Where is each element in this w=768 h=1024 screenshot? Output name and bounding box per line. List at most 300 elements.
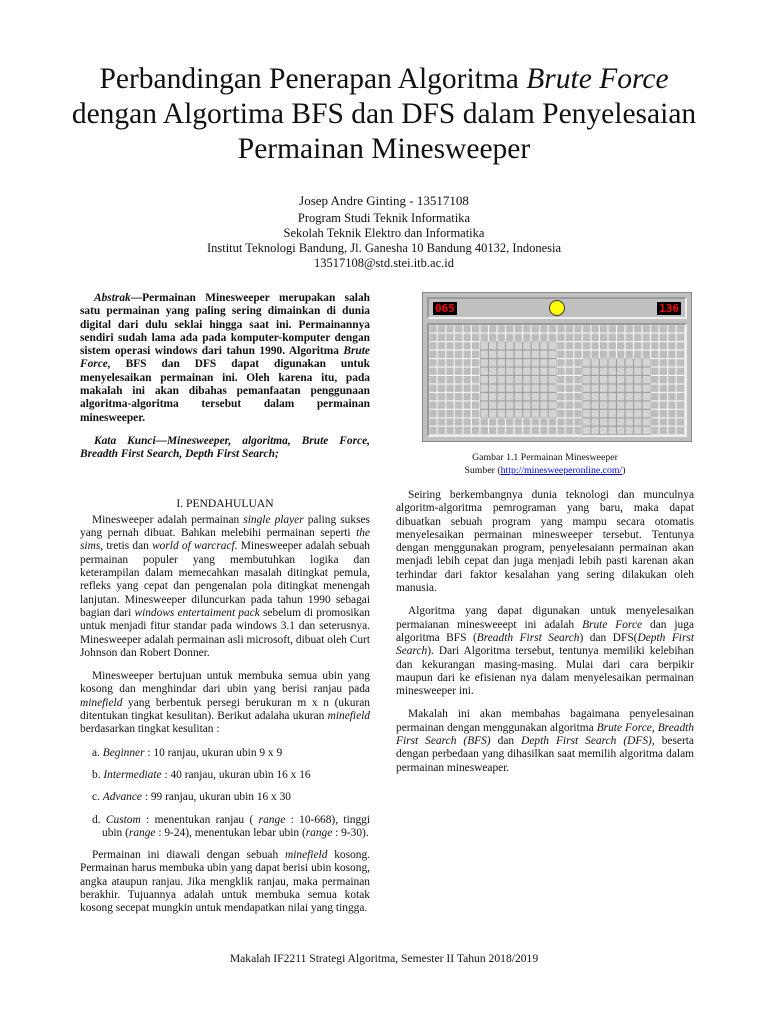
minefield-cell [497,393,505,401]
minefield-cell [548,410,556,418]
minefield-cell [463,325,471,333]
caption-title: Gambar 1.1 Permainan Minesweeper [472,452,618,463]
minefield-cell [676,401,684,409]
minefield-cell [642,376,650,384]
minefield-cell [540,359,548,367]
minefield-cell [583,333,591,341]
minefield-cell [455,401,463,409]
minefield-cell [548,367,556,375]
minefield-cell [472,333,480,341]
minefield-cell [668,342,676,350]
minefield-cell [583,325,591,333]
minefield-cell [489,393,497,401]
minefield-cell [514,401,522,409]
author-block [60,193,708,271]
minefield-cell [463,384,471,392]
minefield-cell [608,367,616,375]
minefield-cell [480,401,488,409]
minefield-cell [548,333,556,341]
minefield-cell [617,342,625,350]
minefield-cell [617,418,625,426]
minefield-cell [651,359,659,367]
minefield-cell [617,376,625,384]
minefield-cell [668,325,676,333]
page-footer: Makalah IF2211 Strategi Algoritma, Semester II Tahun 2018/2019 [229,952,539,965]
minefield-cell [506,393,514,401]
minefield-cell [531,350,539,358]
minefield-cell [548,342,556,350]
minefield-cell [634,376,642,384]
minefield-cell [583,376,591,384]
minefield-cell [642,333,650,341]
minefield-cell [455,418,463,426]
minefield-cell [548,325,556,333]
minefield-cell [463,418,471,426]
minefield-cell [531,384,539,392]
minefield-cell [583,350,591,358]
minefield-cell [523,325,531,333]
minefield-cell [557,342,565,350]
minefield-cell [634,367,642,375]
minefield-cell [625,350,633,358]
paragraph: Seiring berkembangnya dunia teknologi dan munculnya algoritm-algoritma pemrograman yang baru, maka dapat dibuatkan sebuah program yang mampu secara otomatis menyelesaikan permainan minesweeper tersebut. Tentunya dengan menggunakan program, penyelesaiann permainan akan menjadi lebih cepat dan juga menjadi lebih pasti karenan akan terhindar dari faktor kesalahan yang sering dilakukan oleh manusia. [396,489,694,595]
minefield-cell [617,325,625,333]
minefield-cell [497,410,505,418]
minefield-cell [506,325,514,333]
minefield-cell [548,350,556,358]
minefield-cell [497,325,505,333]
minefield-cell [446,401,454,409]
minefield-cell [438,410,446,418]
minefield-cell [676,325,684,333]
minefield-cell [625,410,633,418]
minefield-cell [540,333,548,341]
minefield-cell [668,401,676,409]
minefield-cell [591,410,599,418]
minefield-cell [489,333,497,341]
minefield-cell [617,427,625,435]
minefield-cell [642,350,650,358]
minefield-cell [480,427,488,435]
minefield-cell [548,393,556,401]
minefield-cell [506,367,514,375]
minefield-cell [625,342,633,350]
minefield-cell [540,427,548,435]
minefield-cell [651,333,659,341]
minefield-cell [523,427,531,435]
minefield-cell [591,384,599,392]
minefield-cell [583,359,591,367]
minefield-cell [497,367,505,375]
minefield-cell [591,367,599,375]
minefield-cell [540,376,548,384]
minefield-cell [548,376,556,384]
minefield-cell [463,427,471,435]
minefield-cell [523,367,531,375]
minefield-cell [566,427,574,435]
minefield-cell [446,427,454,435]
list-item: d. Custom : menentukan ranjau ( range : 10-668), tinggi ubin (range : 9-24), menentukan lebar ubin (range : 9-30). [92,813,371,839]
minefield-cell [472,393,480,401]
minefield-cell [651,384,659,392]
minefield-cell [531,325,539,333]
minefield-cell [455,410,463,418]
minefield-cell [659,367,667,375]
minefield-cell [668,410,676,418]
list-item: a. Beginner : 10 ranjau, ukuran ubin 9 x 9 [92,746,283,759]
minefield-cell [429,342,437,350]
minefield-cell [480,418,488,426]
minefield-cell [548,401,556,409]
smiley-face-icon [549,300,565,316]
minefield-cell [472,342,480,350]
minefield-cell [651,350,659,358]
minefield-cell [531,410,539,418]
minefield-cell [472,401,480,409]
minefield-cell [446,376,454,384]
minefield-cell [497,333,505,341]
minefield-cell [523,342,531,350]
minefield-cell [591,427,599,435]
minefield-cell [566,410,574,418]
minefield-cell [514,410,522,418]
minefield-cell [446,342,454,350]
minefield-cell [642,401,650,409]
minefield-cell [506,410,514,418]
minefield-cell [651,401,659,409]
minefield-cell [548,427,556,435]
minefield-cell [489,427,497,435]
minefield-cell [583,342,591,350]
paragraph: Minesweeper adalah permainan single player paling sukses yang pernah dibuat. Bahkan melebihi permainan seperti the sims, tretis dan world of warcracf. Minesweeper adalah sebuah permainan populer yang membutuhkan logika dan keterampilan dalam memecahkan masalah ditingkat pemula, refleks yang cepat dan pengenalan pola ditingkat menengah lanjutan. Minesweeper diluncurkan pada tahun 1990 sebagai bagian dari windows entertaiment pack sebelum di promosikan untuk menjadi fitur standar pada windows 3.1 dan seterusnya. Minesweeper adalah permainan asli microsoft, dibuat oleh Curt Johnson dan Robert Donner. [80,513,370,659]
minefield-cell [634,418,642,426]
minefield-cell [480,384,488,392]
left-column [80,292,370,926]
minefield-cell [634,359,642,367]
minefield-cell [574,401,582,409]
minefield-cell [557,393,565,401]
source-link[interactable]: http://minesweeperonline.com/ [500,465,623,476]
minefield-cell [608,427,616,435]
minefield-cell [608,401,616,409]
minefield-cell [438,342,446,350]
minefield-cell [651,427,659,435]
minefield-cell [668,350,676,358]
minefield-cell [617,367,625,375]
minefield-cell [583,367,591,375]
figure-caption [396,451,694,477]
minefield-cell [676,393,684,401]
minefield-cell [540,350,548,358]
minefield-cell [659,376,667,384]
minefield-cell [600,384,608,392]
minefield-cell [472,376,480,384]
minefield-cell [634,350,642,358]
minefield-cell [497,427,505,435]
minefield-cell [489,376,497,384]
minefield-cell [540,401,548,409]
minefield-cell [668,393,676,401]
minefield-cells [429,325,685,435]
minefield-cell [446,410,454,418]
minefield-cell [429,401,437,409]
minefield-cell [506,427,514,435]
minefield-cell [574,342,582,350]
minefield-cell [429,333,437,341]
minefield-cell [489,342,497,350]
minefield-cell [600,427,608,435]
minefield-cell [438,325,446,333]
minefield-cell [514,342,522,350]
minefield-cell [608,350,616,358]
minefield-cell [668,367,676,375]
minefield-cell [676,384,684,392]
minefield-cell [480,325,488,333]
minefield-cell [497,418,505,426]
minefield-cell [634,384,642,392]
minefield-cell [446,325,454,333]
minefield-cell [600,410,608,418]
minefield-cell [651,325,659,333]
minefield-cell [557,376,565,384]
minefield-cell [480,367,488,375]
minefield-cell [438,393,446,401]
minefield-cell [574,418,582,426]
minefield-cell [514,384,522,392]
minefield-cell [480,350,488,358]
minefield-cell [472,410,480,418]
author-name: Josep Andre Ginting - 13517108 [299,193,469,208]
minefield-cell [438,367,446,375]
minefield-cell [531,333,539,341]
abstract: Abstrak—Permainan Minesweeper merupakan salah satu permainan yang paling sering dimainkan di dunia digital dari dulu seklai hingga saat ini. Permainannya sendiri sudah lama ada pada komputer-komputer dengan sistem operasi windows dari tahun 1990. Algoritma Brute Force, BFS dan DFS dapat digunakan untuk menyelesaikan permainan ini. Oleh karena itu, pada makalah ini akan dibahas pemanfaatan penggunaan algoritma-algoritma tersebut dalam permainan minesweeper. [80,292,370,424]
affiliation-3: Institut Teknologi Bandung, Jl. Ganesha 10 Bandung 40132, Indonesia [206,241,562,255]
minefield-cell [540,367,548,375]
minefield-cell [642,325,650,333]
minefield-cell [463,410,471,418]
minefield-cell [472,427,480,435]
minefield-cell [557,367,565,375]
minefield-cell [531,393,539,401]
minefield-cell [514,325,522,333]
minefield-cell [463,367,471,375]
minefield-cell [480,342,488,350]
section-heading-pendahuluan: I. PENDAHULUAN [176,496,274,510]
minefield-cell [608,342,616,350]
paragraph: Makalah ini akan membahas bagaimana penyelesainan permainan dengan menggunakan algoritma Brute Force, Breadth First Search (BFS) dan Depth First Search (DFS), beserta dengan perbedaan yang dihasilkan saat memilih algoritma dalam permainan minesweaper. [396,708,694,774]
minefield-cell [514,427,522,435]
minefield-cell [659,384,667,392]
list-item: c. Advance : 99 ranjau, ukuran ubin 16 x 30 [92,791,291,804]
minefield-cell [489,325,497,333]
minefield-cell [489,367,497,375]
minefield-cell [659,401,667,409]
minefield-cell [557,350,565,358]
minefield-cell [625,376,633,384]
minefield-cell [463,342,471,350]
minefield-cell [548,384,556,392]
minefield-cell [583,401,591,409]
minefield-cell [455,333,463,341]
minefield-cell [574,393,582,401]
minefield-cell [429,410,437,418]
minefield-cell [566,359,574,367]
minefield-cell [472,367,480,375]
minefield-cell [429,325,437,333]
minefield-cell [557,325,565,333]
minefield-cell [566,325,574,333]
minefield-cell [625,359,633,367]
minefield-cell [455,367,463,375]
minefield-cell [608,393,616,401]
minefield-cell [540,418,548,426]
minefield-cell [591,342,599,350]
minefield-cell [659,359,667,367]
minefield-cell [651,367,659,375]
minefield-cell [574,427,582,435]
minefield-cell [617,350,625,358]
paragraph: Minesweeper bertujuan untuk membuka semua ubin yang kosong dan menghindar dari ubin yang berisi ranjau pada minefield yang berbentuk persegi berukuran m x n (ukuran ditentukan tingkat kesulitan). Berikut adalaha ukuran minefield berdasarkan tingkat kesulitan : [80,670,370,736]
minefield-cell [591,376,599,384]
minefield-cell [506,359,514,367]
minefield-cell [514,367,522,375]
minefield-cell [506,333,514,341]
right-column [396,292,694,785]
minefield-cell [523,410,531,418]
minefield-cell [497,401,505,409]
minefield-cell [506,350,514,358]
minefield-cell [642,410,650,418]
minefield-cell [497,342,505,350]
minefield-cell [523,418,531,426]
minefield-cell [446,333,454,341]
minefield-cell [446,350,454,358]
minefield-cell [676,427,684,435]
minefield-cell [531,401,539,409]
minefield-cell [608,333,616,341]
minefield-cell [497,376,505,384]
minefield-cell [625,393,633,401]
minefield-cell [642,418,650,426]
minefield-cell [591,333,599,341]
minefield-cell [574,367,582,375]
minefield-cell [625,367,633,375]
minefield-cell [557,333,565,341]
minefield-cell [429,393,437,401]
minefield-cell [566,393,574,401]
minesweeper-header [427,297,687,319]
title-line2: dengan Algortima BFS dan DFS dalam Penyelesaian [71,98,697,130]
minefield-cell [574,376,582,384]
minefield-cell [608,325,616,333]
minefield-cell [625,333,633,341]
minefield-cell [659,325,667,333]
minefield-cell [531,418,539,426]
minefield-cell [480,376,488,384]
minefield-cell [438,376,446,384]
minefield-cell [651,393,659,401]
minefield-cell [557,384,565,392]
paper-title [40,62,728,167]
minefield-cell [463,393,471,401]
minefield-cell [617,401,625,409]
minefield-cell [531,342,539,350]
minefield-cell [600,393,608,401]
paragraph: Algoritma yang dapat digunakan untuk menyelesaikan permaianan minesweeept ini adalah Brute Force dan juga algoritma BFS (Breadth First Search) dan DFS(Depth First Search). Dari Algoritma tersebut, tentunya memiliki kelebihan dan kekurangan masing-masing. Mulai dari cara berpikir maupun dari ke efisienan nya dalam menyelesaikan permainan minesweeper ini. [396,605,695,698]
minefield-cell [634,393,642,401]
minefield-cell [480,410,488,418]
minefield-cell [548,418,556,426]
caption-source: Sumber (http://minesweeperonline.com/) [464,465,626,476]
minefield-cell [472,418,480,426]
minefield-cell [429,359,437,367]
minefield-cell [591,359,599,367]
minefield-cell [506,384,514,392]
minefield-cell [600,418,608,426]
minefield-cell [676,350,684,358]
minefield-cell [668,427,676,435]
timer-display: 136 [659,301,679,315]
minefield-cell [506,342,514,350]
minefield-cell [600,401,608,409]
minefield-cell [523,333,531,341]
minefield-cell [455,427,463,435]
minefield-cell [651,410,659,418]
minefield-cell [676,376,684,384]
minefield-cell [625,384,633,392]
minefield-cell [659,350,667,358]
minefield-cell [429,367,437,375]
minefield-cell [608,376,616,384]
minefield-cell [642,384,650,392]
minefield-cell [455,393,463,401]
minefield-cell [489,401,497,409]
minefield-cell [540,325,548,333]
minefield-cell [463,350,471,358]
minefield-cell [676,410,684,418]
minefield-cell [566,401,574,409]
minefield-cell [668,384,676,392]
minefield-cell [463,333,471,341]
minefield-cell [634,342,642,350]
minefield-cell [617,393,625,401]
minefield-cell [625,401,633,409]
minefield-cell [591,401,599,409]
minefield-cell [668,333,676,341]
minefield-cell [480,333,488,341]
minefield-cell [455,342,463,350]
minefield-cell [497,384,505,392]
minefield-cell [438,384,446,392]
minefield-cell [438,359,446,367]
minefield-cell [531,376,539,384]
minefield-cell [625,427,633,435]
minefield-cell [557,418,565,426]
minefield-cell [651,418,659,426]
minefield-cell [642,359,650,367]
figure-minesweeper [396,292,694,477]
minefield-cell [642,342,650,350]
minefield-cell [574,384,582,392]
minefield-cell [591,350,599,358]
minefield-cell [583,418,591,426]
minefield-cell [676,342,684,350]
minefield-cell [531,367,539,375]
minefield-cell [617,333,625,341]
affiliation-1: Program Studi Teknik Informatika [297,211,471,225]
minefield-cell [489,410,497,418]
minefield-cell [676,333,684,341]
